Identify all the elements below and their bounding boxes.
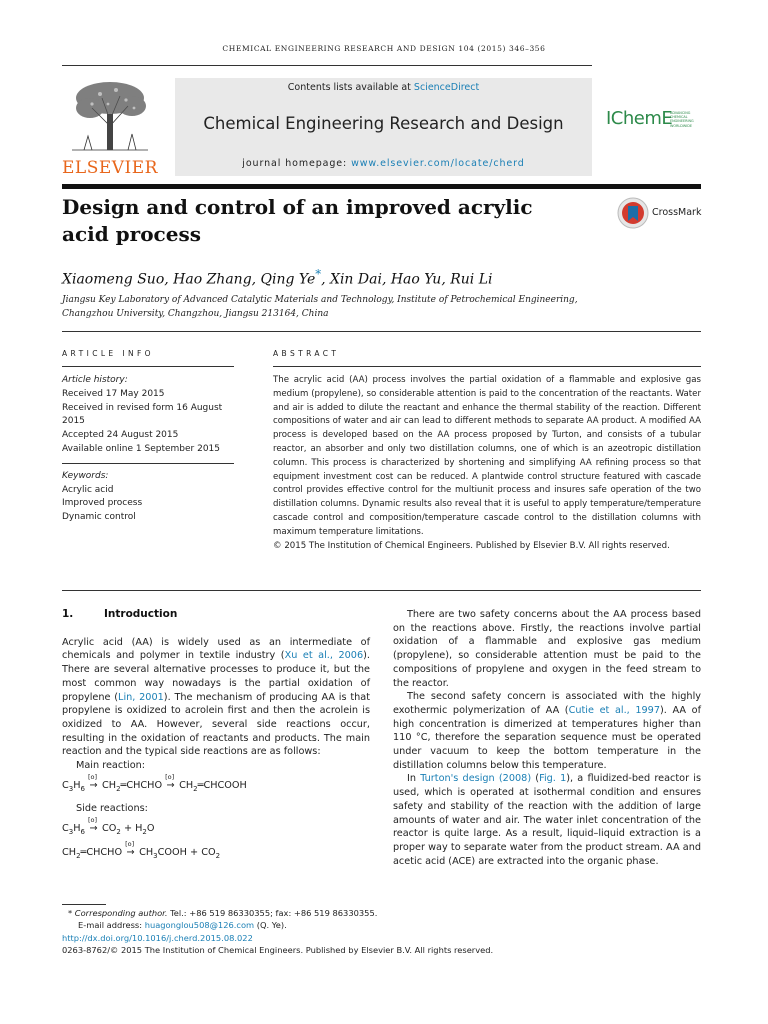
divider bbox=[62, 463, 234, 464]
author-list bbox=[62, 267, 702, 288]
masthead-rule bbox=[62, 184, 701, 189]
history-label: Article history: bbox=[62, 375, 128, 385]
text-run: In bbox=[407, 773, 421, 785]
divider bbox=[273, 366, 701, 367]
elsevier-tree-icon bbox=[62, 78, 158, 154]
corresponding-contact: Tel.: +86 519 86330355; fax: +86 519 86330355. bbox=[167, 908, 378, 918]
text-run: ). There are several alternative processes to produce it, but the most common way nowadays is the partial oxidation of propylene ( bbox=[62, 650, 370, 703]
section-number: 1. bbox=[62, 608, 74, 620]
keyword: Acrylic acid bbox=[62, 484, 114, 495]
figure-link[interactable]: Fig. 1 bbox=[539, 773, 567, 785]
divider bbox=[62, 366, 234, 367]
corresponding-label: * Corresponding author. bbox=[68, 908, 168, 918]
journal-homepage-link[interactable]: www.elsevier.com/locate/cherd bbox=[351, 158, 525, 169]
journal-masthead bbox=[175, 78, 592, 176]
body-column-left bbox=[62, 608, 370, 869]
text-run: Acrylic acid (AA) is widely used as an intermediate of chemicals and polymer in textile industry ( bbox=[62, 636, 370, 662]
citation-link[interactable]: Turton's design (2008) bbox=[420, 773, 532, 785]
keyword: Dynamic control bbox=[62, 512, 136, 523]
footnotes bbox=[62, 907, 702, 956]
abstract-copyright: © 2015 The Institution of Chemical Engineers. Published by Elsevier B.V. All rights reserved. bbox=[273, 540, 670, 551]
email-owner: (Q. Ye). bbox=[254, 920, 287, 931]
email-label: E-mail address: bbox=[78, 920, 145, 931]
doi-link[interactable]: http://dx.doi.org/10.1016/j.cherd.2015.08.022 bbox=[62, 932, 253, 943]
contents-prefix: Contents lists available at bbox=[287, 82, 414, 93]
reaction-equation: $CH_2═CHCHO$ [o] → $CH_3COOH + CO_2$ bbox=[62, 839, 221, 860]
corresponding-author-mark[interactable]: * bbox=[315, 267, 322, 281]
history-item: Received in revised form 16 August 2015 bbox=[62, 402, 223, 427]
keyword: Improved process bbox=[62, 498, 143, 509]
affiliation bbox=[62, 293, 622, 321]
reaction-equation: $C_3H_6$ [o] → $CO_2 + H_2O$ bbox=[62, 816, 155, 837]
citation-link[interactable]: Cutie et al., 1997 bbox=[568, 704, 661, 716]
article-info-label: ARTICLE INFO bbox=[62, 349, 154, 358]
text-run: ( bbox=[531, 773, 540, 785]
oxidant-label: [o] bbox=[165, 772, 175, 781]
text-run: ), a fluidized-bed reactor is used, which is operated at isothermal condition and ensures safety and stability of the reaction with the addition of large amounts of water and air. The water inlet concentration of the reactor is quite large. As a result, liquid–liquid extraction is a proper way to separate water from the product stream. AA and acetic acid (ACE) are extracted into the organic phase. bbox=[393, 773, 702, 867]
abstract-text bbox=[273, 374, 701, 553]
paragraph bbox=[393, 772, 701, 868]
oxidant-label: [o] bbox=[88, 772, 98, 781]
main-reaction-label: Main reaction: bbox=[76, 760, 146, 772]
article-title: Design and control of an improved acrylic acid process bbox=[62, 195, 533, 246]
email-footnote bbox=[62, 919, 702, 931]
running-head: CHEMICAL ENGINEERING RESEARCH AND DESIGN 104 (2015) 346–356 bbox=[222, 44, 546, 53]
homepage-line bbox=[175, 158, 592, 169]
crossmark-badge[interactable] bbox=[617, 197, 707, 229]
footnote-rule bbox=[62, 904, 106, 905]
paragraph: There are two safety concerns about the AA process based on the reactions above. Firstly, the reactions involve partial oxidation of a flammable and explosive gas medium (propylene), so considerable attention must be paid to the compositions of propylene and oxygen in the feed stream to the reactor. bbox=[393, 609, 701, 689]
section-title: Introduction bbox=[104, 608, 178, 620]
section-heading bbox=[62, 608, 370, 622]
paragraph bbox=[62, 636, 370, 759]
history-item: Accepted 24 August 2015 bbox=[62, 430, 179, 441]
affiliation-line: Jiangsu Key Laboratory of Advanced Catalytic Materials and Technology, Institute of Petrochemical Engineering, bbox=[62, 295, 578, 305]
citation-link[interactable]: Xu et al., 2006 bbox=[284, 650, 364, 662]
oxidant-label: [o] bbox=[88, 816, 98, 825]
oxidant-label: [o] bbox=[125, 839, 135, 848]
icheme-tagline: ADVANCING CHEMICAL ENGINEERING WORLDWIDE bbox=[670, 111, 694, 128]
citation-link[interactable]: Lin, 2001 bbox=[118, 691, 164, 703]
affiliation-line: Changzhou University, Changzhou, Jiangsu 213164, China bbox=[62, 309, 329, 319]
elsevier-wordmark: ELSEVIER bbox=[62, 158, 158, 178]
reaction-equation: $C_3H_6$ [o] → $CH_2═CHCHO$ [o] → $CH_2═CHCOOH$ bbox=[62, 772, 247, 793]
side-reactions-label: Side reactions: bbox=[76, 803, 148, 815]
header-rule bbox=[62, 65, 592, 66]
paragraph bbox=[393, 690, 701, 772]
crossmark-label: CrossMark bbox=[652, 207, 702, 218]
journal-title: Chemical Engineering Research and Design bbox=[203, 114, 564, 133]
divider bbox=[62, 331, 701, 332]
abstract-label: ABSTRACT bbox=[273, 349, 340, 358]
keywords-label: Keywords: bbox=[62, 470, 109, 481]
abstract-body: The acrylic acid (AA) process involves the partial oxidation of a flammable and explosive gas medium (propylene), so considerable attention is paid to the concentration of the reactants. Water and air is added to dilute the reactant and enhance the thermal stability of the reaction. Different compositions of water and air can lead to different methods to separate AA product. A modified AA process is developed based on the AA process proposed by Turton, and consists of a tubular reactor, an absorber and only two distillation columns, one of which is an azeotropic distillation column. This process is characterized by shortening and simplifying AA refining process so that equipment investment cost can be reduced. A plantwide control structure featured with cascade control provides effective control for the multiunit process and insures safe operation of the two distillation columns. Dynamic results also reveal that it is useful to apply temperature/temperature cascade control and composition/temperature cascade control to the distillation columns with maximum temperature limitations. bbox=[273, 375, 701, 537]
history-item: Received 17 May 2015 bbox=[62, 388, 165, 399]
article-info bbox=[62, 374, 234, 525]
icheme-logo[interactable] bbox=[606, 108, 706, 140]
elsevier-logo[interactable] bbox=[62, 78, 158, 178]
contents-line bbox=[175, 82, 592, 93]
issn-line: 0263-8762/© 2015 The Institution of Chemical Engineers. Published by Elsevier B.V. All rights reserved. bbox=[62, 944, 494, 955]
text-run: The second safety concern is associated with the highly exothermic polymerization of AA ( bbox=[393, 691, 701, 716]
icheme-wordmark: IChemE bbox=[606, 108, 673, 129]
corresponding-footnote bbox=[62, 907, 702, 919]
authors-rest: , Xin Dai, Hao Yu, Rui Li bbox=[321, 271, 493, 288]
text-run: ). AA of high concentration is dimerized at temperatures higher than 110 °C, therefore the separation sequence must be operated under vacuum to keep the bottom temperature in the distillation columns below this temperature. bbox=[393, 704, 701, 771]
crossmark-icon bbox=[617, 197, 649, 229]
sciencedirect-link[interactable]: ScienceDirect bbox=[413, 82, 480, 93]
homepage-prefix: journal homepage: bbox=[242, 158, 352, 169]
text-run: ). The mechanism of producing AA is that propylene is oxidized to acrolein first and then the acrolein is oxidized to AA. However, several side reactions occur, resulting in the oxidation of reactants and products. The main reaction and the typical side reactions are as follows: bbox=[62, 691, 370, 758]
history-item: Available online 1 September 2015 bbox=[62, 443, 221, 454]
email-link[interactable]: huagonglou508@126.com bbox=[144, 920, 255, 931]
body-column-right bbox=[393, 608, 701, 868]
authors-first: Xiaomeng Suo, Hao Zhang, Qing Ye bbox=[62, 271, 316, 288]
divider bbox=[62, 590, 701, 591]
